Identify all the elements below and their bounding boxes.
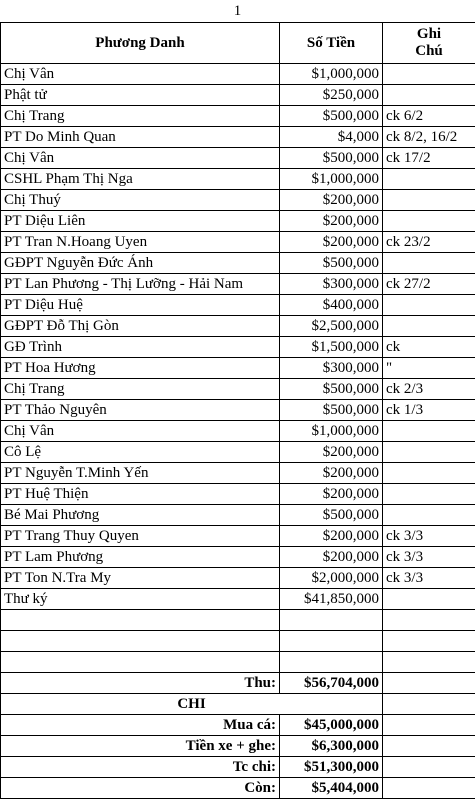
row-amount: $41,850,000 — [280, 589, 383, 610]
row-note — [383, 64, 475, 85]
expense-row — [1, 715, 475, 736]
expense-row — [1, 757, 475, 778]
table-row — [1, 568, 475, 589]
table-row — [1, 463, 475, 484]
row-note — [383, 253, 475, 274]
row-name: Bé Mai Phương — [1, 505, 280, 526]
table-row — [1, 127, 475, 148]
row-amount: $1,000,000 — [280, 169, 383, 190]
row-note — [383, 295, 475, 316]
table-row — [1, 358, 475, 379]
header-row — [1, 23, 475, 64]
expense-amount: $45,000,000 — [280, 715, 383, 736]
row-amount: $200,000 — [280, 190, 383, 211]
row-note — [383, 484, 475, 505]
row-note — [383, 463, 475, 484]
row-name: PT Diệu Huệ — [1, 295, 280, 316]
page-number: 1 — [0, 0, 475, 22]
total-income-row — [1, 673, 475, 694]
row-amount: $200,000 — [280, 463, 383, 484]
row-note: ck 2/3 — [383, 379, 475, 400]
blank-row — [1, 610, 475, 631]
expense-label: Mua cá: — [1, 715, 280, 736]
row-amount: $400,000 — [280, 295, 383, 316]
table-row — [1, 505, 475, 526]
table-row — [1, 106, 475, 127]
row-amount: $300,000 — [280, 274, 383, 295]
expense-label: Tiền xe + ghe: — [1, 736, 280, 757]
table-row — [1, 148, 475, 169]
row-note — [383, 190, 475, 211]
row-amount: $2,000,000 — [280, 568, 383, 589]
row-name: GĐ Trình — [1, 337, 280, 358]
table-row — [1, 169, 475, 190]
header-amount: Số Tiền — [280, 23, 383, 64]
table-row — [1, 547, 475, 568]
row-name: PT Trang Thuy Quyen — [1, 526, 280, 547]
table-row — [1, 379, 475, 400]
expense-amount: $5,404,000 — [280, 778, 383, 799]
row-note: ck 3/3 — [383, 526, 475, 547]
row-name: Cô Lệ — [1, 442, 280, 463]
table-row — [1, 295, 475, 316]
row-name: Chị Vân — [1, 421, 280, 442]
table-row — [1, 442, 475, 463]
row-name: PT Thảo Nguyên — [1, 400, 280, 421]
row-name: PT Lan Phương - Thị Lưỡng - Hải Nam — [1, 274, 280, 295]
row-note: ck 3/3 — [383, 568, 475, 589]
row-amount: $200,000 — [280, 211, 383, 232]
expense-title-row — [1, 694, 475, 715]
row-note: ck — [383, 337, 475, 358]
donation-rows — [1, 64, 475, 610]
row-name: CSHL Phạm Thị Nga — [1, 169, 280, 190]
row-note — [383, 589, 475, 610]
row-name: PT Do Minh Quan — [1, 127, 280, 148]
expense-label: Còn: — [1, 778, 280, 799]
table-row — [1, 316, 475, 337]
row-note: ck 1/3 — [383, 400, 475, 421]
row-note: ck 6/2 — [383, 106, 475, 127]
row-amount: $500,000 — [280, 253, 383, 274]
table-row — [1, 589, 475, 610]
expense-row — [1, 778, 475, 799]
row-name: PT Huệ Thiện — [1, 484, 280, 505]
row-note: ck 3/3 — [383, 547, 475, 568]
total-income-label: Thu: — [1, 673, 280, 694]
table-row — [1, 64, 475, 85]
row-amount: $300,000 — [280, 358, 383, 379]
row-name: Chị Thuý — [1, 190, 280, 211]
row-note: " — [383, 358, 475, 379]
table-row — [1, 400, 475, 421]
expense-row — [1, 736, 475, 757]
table-row — [1, 337, 475, 358]
summary-section — [1, 610, 475, 799]
expense-amount: $6,300,000 — [280, 736, 383, 757]
row-amount: $500,000 — [280, 148, 383, 169]
row-name: PT Diệu Liên — [1, 211, 280, 232]
row-note: ck 8/2, 16/2 — [383, 127, 475, 148]
row-name: Phật tử — [1, 85, 280, 106]
row-name: GĐPT Nguyễn Đức Ánh — [1, 253, 280, 274]
row-amount: $200,000 — [280, 232, 383, 253]
row-note — [383, 211, 475, 232]
total-income-amount: $56,704,000 — [280, 673, 383, 694]
row-name: GĐPT Đỗ Thị Gòn — [1, 316, 280, 337]
row-note: ck 23/2 — [383, 232, 475, 253]
header-name: Phương Danh — [1, 23, 280, 64]
row-name: Chị Trang — [1, 106, 280, 127]
table-row — [1, 526, 475, 547]
row-amount: $500,000 — [280, 505, 383, 526]
row-note — [383, 85, 475, 106]
row-amount: $200,000 — [280, 484, 383, 505]
row-amount: $2,500,000 — [280, 316, 383, 337]
table-row — [1, 253, 475, 274]
row-note — [383, 316, 475, 337]
table-row — [1, 211, 475, 232]
expense-label: Tc chi: — [1, 757, 280, 778]
row-amount: $500,000 — [280, 400, 383, 421]
row-amount: $200,000 — [280, 547, 383, 568]
row-name: PT Lam Phương — [1, 547, 280, 568]
expense-title: CHI — [1, 694, 383, 715]
row-amount: $200,000 — [280, 442, 383, 463]
header-note-line2: Chú — [415, 43, 443, 59]
row-amount: $500,000 — [280, 379, 383, 400]
row-name: PT Ton N.Tra My — [1, 568, 280, 589]
table-row — [1, 421, 475, 442]
row-note: ck 17/2 — [383, 148, 475, 169]
donation-table — [0, 22, 475, 799]
row-name: Thư ký — [1, 589, 280, 610]
row-amount: $200,000 — [280, 526, 383, 547]
row-amount: $1,000,000 — [280, 421, 383, 442]
header-note — [383, 23, 475, 64]
table-row — [1, 85, 475, 106]
row-note — [383, 421, 475, 442]
row-amount: $1,000,000 — [280, 64, 383, 85]
row-amount: $1,500,000 — [280, 337, 383, 358]
blank-row — [1, 631, 475, 652]
row-note — [383, 442, 475, 463]
row-name: PT Hoa Hương — [1, 358, 280, 379]
row-note: ck 27/2 — [383, 274, 475, 295]
header-note-line1: Ghi — [417, 26, 441, 42]
row-name: PT Tran N.Hoang Uyen — [1, 232, 280, 253]
table-row — [1, 232, 475, 253]
expense-amount: $51,300,000 — [280, 757, 383, 778]
row-name: Chị Trang — [1, 379, 280, 400]
table-row — [1, 274, 475, 295]
row-note — [383, 169, 475, 190]
row-amount: $250,000 — [280, 85, 383, 106]
table-row — [1, 484, 475, 505]
row-name: PT Nguyễn T.Minh Yến — [1, 463, 280, 484]
table-row — [1, 190, 475, 211]
row-amount: $4,000 — [280, 127, 383, 148]
row-name: Chị Vân — [1, 64, 280, 85]
row-amount: $500,000 — [280, 106, 383, 127]
row-name: Chị Vân — [1, 148, 280, 169]
row-note — [383, 505, 475, 526]
blank-row — [1, 652, 475, 673]
